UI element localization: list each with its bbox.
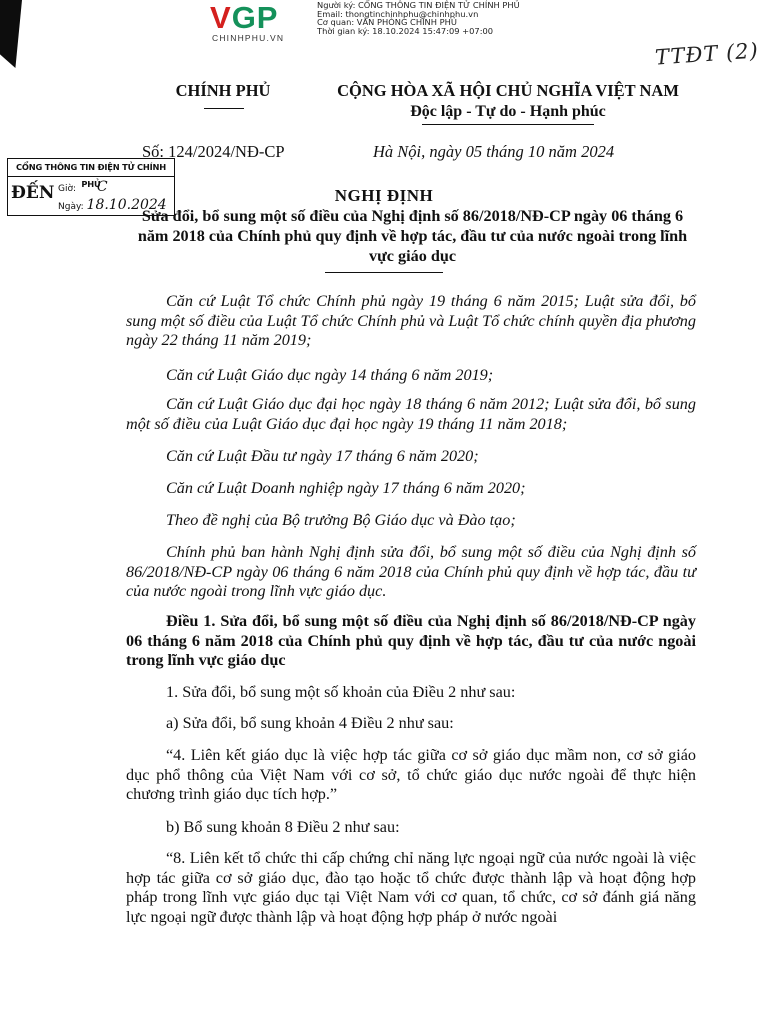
logo-subtitle: CHINHPHU.VN: [212, 33, 285, 43]
stamp-den-label: ĐẾN: [11, 183, 55, 203]
email-line: Email: thongtinchinhphu@chinhphu.vn: [317, 8, 479, 19]
digital-signature-block: [317, 1, 520, 35]
preamble-issuance: Chính phủ ban hành Nghị định sửa đổi, bổ sung một số điều của Nghị định số 86/2018/NĐ-CP ngày 06 tháng 6 năm 2018 của Chính phủ quy định về hợp tác, đầu tư của nước ngoài trong lĩnh vực giáo dục.: [126, 543, 696, 600]
clause-1a: a) Sửa đổi, bổ sung khoản 4 Điều 2 như sau:: [166, 714, 454, 732]
article-1-heading: Điều 1. Sửa đổi, bổ sung một số điều của Nghị định số 86/2018/NĐ-CP ngày 06 tháng 6 năm 2018 của Chính phủ quy định về hợp tác, đầu tư của nước ngoài trong lĩnh vực giáo dục: [126, 612, 696, 669]
clause-8-quote: “8. Liên kết tổ chức thi cấp chứng chỉ năng lực ngoại ngữ của nước ngoài là việc hợp tác giữa cơ sở giáo dục, đào tạo hoặc tổ chức được thành lập và hoạt động hợp pháp trong lĩnh vực giáo dục tại Việt Nam với cơ quan, tổ chức, cơ sở đánh giá năng lực ngoại ngữ được thành lập và hoạt động hợp pháp ở nước ngoài: [126, 849, 696, 926]
authority-underline: [204, 108, 244, 109]
signer-line: Người ký: CỔNG THÔNG TIN ĐIỆN TỬ CHÍNH PHỦ: [317, 0, 520, 10]
scan-edge-mark: [0, 0, 22, 68]
stamp-time-value: C: [96, 179, 108, 195]
preamble-basis-2: Căn cứ Luật Giáo dục ngày 14 tháng 6 năm 2019;: [166, 366, 494, 384]
logo-letter-v: V: [210, 0, 232, 35]
document-title: NGHỊ ĐỊNH: [334, 186, 434, 205]
stamp-date-value: 18.10.2024: [86, 197, 167, 213]
national-heading: [318, 81, 698, 121]
agency-line: Cơ quan: VĂN PHÒNG CHÍNH PHỦ: [317, 17, 457, 28]
preamble-basis-3: Căn cứ Luật Giáo dục đại học ngày 18 tháng 6 năm 2012; Luật sửa đổi, bổ sung một số điều của Luật Giáo dục đại học ngày 19 tháng 11 năm 2018;: [126, 395, 696, 433]
clause-4-quote: “4. Liên kết giáo dục là việc hợp tác giữa cơ sở giáo dục mầm non, cơ sở giáo dục phổ thông của Việt Nam với cơ sở, tổ chức giáo dục nước ngoài để thực hiện chương trình giáo dục tích hợp.”: [126, 746, 696, 803]
preamble-proposal: Theo đề nghị của Bộ trưởng Bộ Giáo dục và Đào tạo;: [166, 511, 516, 529]
preamble-basis-1: Căn cứ Luật Tổ chức Chính phủ ngày 19 tháng 6 năm 2015; Luật sửa đổi, bổ sung một số điều của Luật Tổ chức Chính phủ và Luật Tổ chức chính quyền địa phương ngày 22 tháng 11 năm 2019;: [126, 292, 696, 349]
issuing-authority: CHÍNH PHỦ: [175, 81, 271, 100]
national-motto: Độc lập - Tự do - Hạnh phúc: [410, 103, 606, 120]
vgp-logo: [206, 2, 314, 44]
handwritten-note: TTĐT (2): [654, 38, 760, 70]
preamble-basis-5: Căn cứ Luật Doanh nghiệp ngày 17 tháng 6 năm 2020;: [166, 479, 526, 497]
logo-letters-gp: GP: [231, 0, 279, 35]
country-name: CỘNG HÒA XÃ HỘI CHỦ NGHĨA VIỆT NAM: [337, 81, 679, 100]
sign-time-line: Thời gian ký: 18.10.2024 15:47:09 +07:00: [317, 25, 494, 36]
clause-1b: b) Bổ sung khoản 8 Điều 2 như sau:: [166, 818, 400, 836]
motto-underline: [422, 124, 594, 125]
stamp-date-label: Ngày:: [58, 202, 84, 212]
clause-1: 1. Sửa đổi, bổ sung một số khoản của Điều 2 như sau:: [166, 683, 516, 701]
document-number: Số: 124/2024/NĐ-CP: [142, 142, 285, 161]
subtitle-underline: [325, 272, 443, 273]
preamble-basis-4: Căn cứ Luật Đầu tư ngày 17 tháng 6 năm 2020;: [166, 447, 479, 465]
document-subtitle: Sửa đổi, bổ sung một số điều của Nghị định số 86/2018/NĐ-CP ngày 06 tháng 6 năm 2018 của Chính phủ quy định về hợp tác, đầu tư của nước ngoài trong lĩnh vực giáo dục: [137, 207, 688, 265]
stamp-time-label: Giờ:: [58, 184, 77, 194]
stamp-title: CỔNG THÔNG TIN ĐIỆN TỬ CHÍNH PHỦ: [8, 159, 174, 177]
document-date: Hà Nội, ngày 05 tháng 10 năm 2024: [373, 142, 615, 161]
